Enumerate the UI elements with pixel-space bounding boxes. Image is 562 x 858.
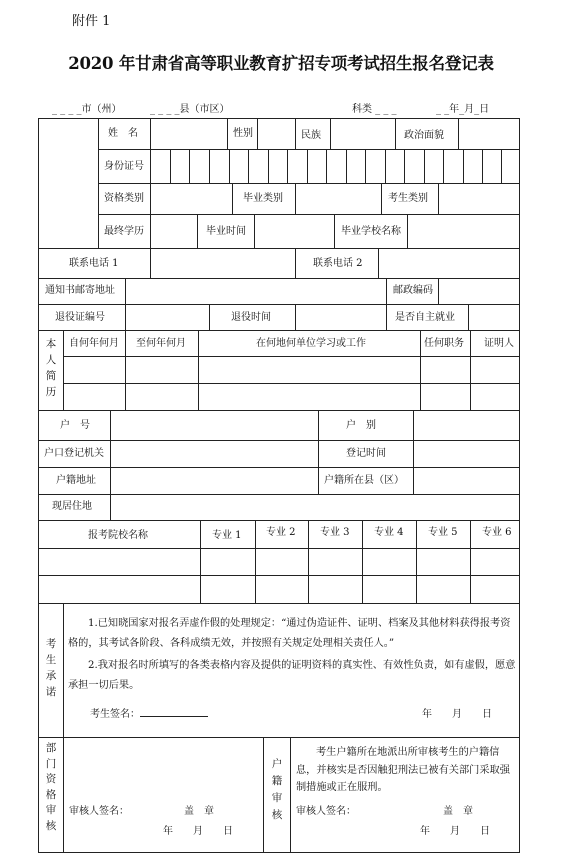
reg-time-field[interactable] (414, 441, 518, 466)
mail-address-field[interactable] (126, 279, 385, 303)
education-field[interactable] (151, 215, 196, 247)
label-dept-review: 部门资格审核 (45, 742, 57, 832)
label-grad-time: 毕业时间 (206, 226, 246, 237)
label-witness: 证明人 (484, 338, 514, 349)
label-education: 最终学历 (104, 226, 144, 237)
discharge-time-field[interactable] (296, 305, 385, 329)
school-row[interactable] (39, 549, 518, 574)
label-ethnicity: 民族 (301, 130, 321, 141)
dept-date: 年 月 日 (163, 826, 233, 837)
qualification-field[interactable] (151, 184, 231, 213)
hukou-address-field[interactable] (111, 468, 317, 493)
candidate-category-field[interactable] (439, 184, 518, 213)
form-title: 2020 年甘肃省高等职业教育扩招专项考试招生报名登记表 (68, 54, 494, 73)
hukou-county-field[interactable] (414, 468, 518, 493)
label-grad-school: 毕业学校名称 (341, 226, 401, 237)
label-to: 至何年何月 (136, 338, 186, 349)
label-resume: 本人简历 (45, 338, 57, 398)
label-from: 自何年何月 (69, 338, 119, 349)
label-major-6: 专业 6 (482, 527, 512, 538)
header-date: _ _年_月_日 (436, 104, 490, 115)
label-phone2: 联系电话 2 (313, 258, 363, 269)
candidate-sign-line[interactable] (140, 716, 208, 717)
hukou-reviewer-label: 审核人签名： (296, 806, 356, 817)
dept-seal: 盖 章 (184, 806, 214, 817)
phone1-field[interactable] (151, 249, 294, 277)
pledge-paragraph-2: 2.我对报名时所填写的各类表格内容及提供的证明资料的真实性、有效性负责，如有虚假，愿意承担一切后果。 (68, 660, 516, 691)
politics-field[interactable] (459, 119, 518, 148)
pledge-paragraph-1: 1.已知晓国家对报名弄虚作假的处理规定：“通过伪造证件、证明、档案及其他材料获得报考资格的，其考试各阶段、各科成绩无效，并按照有关规定处理相关责任人。” (68, 618, 511, 649)
name-field[interactable] (151, 119, 226, 148)
candidate-sign-label: 考生签名： (90, 709, 140, 720)
label-hukou-county: 户籍所在县（区） (324, 475, 404, 486)
id-number-boxes[interactable] (151, 150, 518, 182)
pledge-date: 年 月 日 (422, 709, 492, 720)
label-hukou-type: 户 别 (346, 420, 376, 431)
label-reg-time: 登记时间 (346, 448, 386, 459)
hukou-date: 年 月 日 (420, 826, 490, 837)
label-discharge-time: 退役时间 (231, 312, 271, 323)
header-subject: 科类 _ _ _ (352, 104, 397, 115)
phone2-field[interactable] (379, 249, 518, 277)
current-address-field[interactable] (111, 495, 518, 519)
table-border-right (519, 118, 520, 853)
label-mail-address: 通知书邮寄地址 (45, 285, 115, 296)
label-major-3: 专业 3 (320, 527, 350, 538)
grad-time-field[interactable] (255, 215, 333, 247)
label-id-number: 身份证号 (104, 161, 144, 172)
table-border-left (38, 118, 39, 853)
label-phone1: 联系电话 1 (69, 258, 119, 269)
label-current-address: 现居住地 (52, 501, 92, 512)
self-employed-field[interactable] (469, 305, 518, 329)
ethnicity-field[interactable] (331, 119, 394, 148)
resume-row[interactable] (64, 357, 518, 382)
header-city: _ _ _ _市（州） (52, 104, 122, 115)
table-border-bottom (38, 852, 520, 853)
hukou-office-field[interactable] (111, 441, 317, 466)
grad-school-field[interactable] (408, 215, 518, 247)
label-where: 在何地何单位学习或工作 (256, 338, 366, 349)
label-candidate-category: 考生类别 (388, 193, 428, 204)
label-hukou-address: 户籍地址 (56, 475, 96, 486)
label-pledge: 考生承诺 (45, 638, 57, 698)
label-name: 姓 名 (108, 128, 138, 139)
resume-row[interactable] (64, 384, 518, 409)
label-politics: 政治面貌 (404, 130, 444, 141)
grad-category-field[interactable] (296, 184, 380, 213)
school-row[interactable] (39, 576, 518, 602)
label-school: 报考院校名称 (88, 530, 148, 541)
label-hukou-office: 户口登记机关 (44, 448, 104, 459)
label-qualification: 资格类别 (104, 193, 144, 204)
header-county: _ _ _ _县（市区） (150, 104, 230, 115)
annex-label: 附件 1 (72, 14, 111, 29)
label-major-2: 专业 2 (266, 527, 296, 538)
gender-field[interactable] (258, 119, 294, 148)
label-major-5: 专业 5 (428, 527, 458, 538)
hukou-review-text: 考生户籍所在地派出所审核考生的户籍信息，并核实是否因触犯刑法已被有关部门采取强制措施或正在服刑。 (296, 747, 510, 793)
label-hukou-no: 户 号 (60, 420, 90, 431)
label-major-1: 专业 1 (212, 530, 242, 541)
label-gender: 性别 (233, 128, 253, 139)
label-veteran-no: 退役证编号 (55, 312, 105, 323)
veteran-no-field[interactable] (126, 305, 208, 329)
hukou-no-field[interactable] (111, 411, 317, 439)
dept-reviewer-label: 审核人签名： (69, 806, 129, 817)
label-post: 任何职务 (424, 338, 464, 349)
label-postcode: 邮政编码 (393, 285, 433, 296)
hukou-seal: 盖 章 (443, 806, 473, 817)
label-hukou-review: 户籍审核 (271, 758, 283, 821)
label-self-employed: 是否自主就业 (395, 312, 455, 323)
label-grad-category: 毕业类别 (243, 193, 283, 204)
postcode-field[interactable] (439, 279, 518, 303)
label-major-4: 专业 4 (374, 527, 404, 538)
hukou-type-field[interactable] (414, 411, 518, 439)
